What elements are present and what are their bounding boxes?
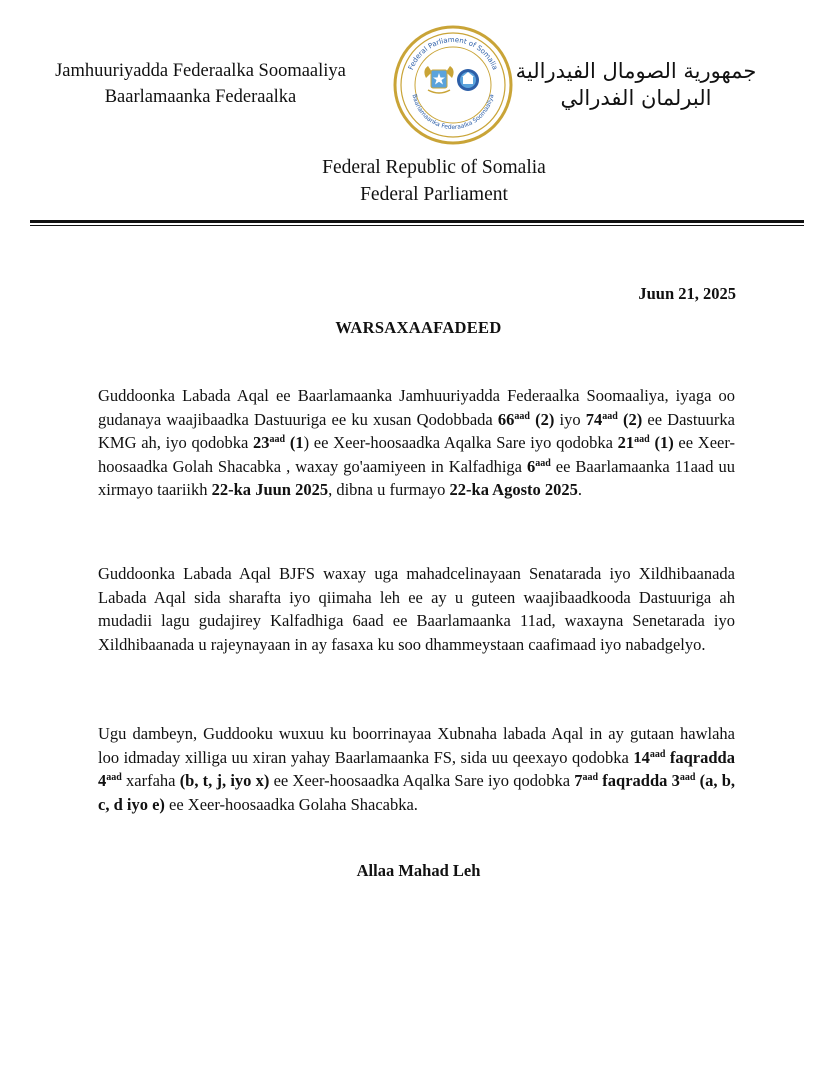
p1-bold: 74 bbox=[585, 409, 603, 429]
document-title: WARSAXAAFADEED bbox=[335, 318, 502, 337]
p3-bold: faqradda 3 bbox=[598, 771, 680, 791]
p3-bold: 14 bbox=[633, 747, 650, 767]
p1-superscript: aad bbox=[602, 410, 618, 422]
p1-bold: 23 bbox=[253, 433, 270, 453]
header-english-line2: Federal Parliament bbox=[360, 184, 508, 205]
p1-superscript: aad bbox=[269, 434, 286, 446]
p3-superscript: aad bbox=[649, 748, 666, 760]
header-arabic-line1: جمهورية الصومال الفيدرالية bbox=[515, 59, 757, 83]
p1-text: ee Dastuurka KMG ah, iyo qodobka bbox=[98, 409, 735, 453]
parliament-emblem-icon bbox=[457, 69, 479, 91]
p1-text: ee Xeer-hoosaadka Golah Shacabka , waxay go'aamiyeen in Kalfadhiga bbox=[98, 433, 736, 476]
seal-bottom-text: Baarlamaanka Federaalka Soomaaliya bbox=[410, 93, 496, 132]
header-arabic bbox=[506, 58, 766, 112]
header-divider-thick bbox=[30, 220, 804, 223]
p3-superscript: aad bbox=[106, 772, 122, 784]
p3-bold: (b, t, j, iyo x) bbox=[179, 771, 270, 791]
p1-bold: Juun 2025 bbox=[255, 480, 329, 500]
p1-text: Guddoonka Labada Aqal ee Baarlamaanka Jamhuuriyadda Federaalka Soomaaliya, iyaga oo gudanaya waajibaadka Dastuuriga ee ku xusan Qodobbada bbox=[98, 386, 735, 429]
p1-text: ) ee Xeer-hoosaadka Aqalka Sare iyo qodobka bbox=[303, 433, 618, 453]
seal-top-text: Federal Parliament of Somalia bbox=[406, 35, 500, 72]
p3-text: ee Xeer-hoosaadka Golaha Shacabka. bbox=[164, 794, 418, 814]
closing-line: Allaa Mahad Leh bbox=[356, 861, 481, 880]
paragraph-1 bbox=[98, 384, 735, 502]
p3-superscript: aad bbox=[679, 772, 696, 784]
p3-bold: 7 bbox=[574, 771, 583, 791]
p1-bold: (2) bbox=[617, 409, 643, 429]
paragraph-3 bbox=[98, 722, 735, 816]
seal-graphic bbox=[388, 20, 518, 150]
p1-bold: 21 bbox=[617, 433, 635, 453]
p1-text: , dibna u furmayo bbox=[328, 480, 450, 500]
header-english bbox=[0, 154, 834, 208]
header-arabic-line2: البرلمان الفدرالي bbox=[560, 86, 712, 110]
p3-bold: (a, b, c, d iyo e) bbox=[98, 771, 735, 814]
p1-text: . bbox=[577, 480, 582, 500]
p3-text: ee Xeer-hoosaadka Aqalka Sare iyo qodobka bbox=[269, 771, 575, 791]
p1-bold: (1) bbox=[649, 433, 674, 453]
parliament-seal-icon bbox=[388, 20, 518, 150]
p3-text: xarfaha bbox=[121, 771, 180, 791]
header-english-line1: Federal Republic of Somalia bbox=[322, 157, 546, 178]
p1-text: ee Baarlamaanka 11aad uu xirmayo taariikh bbox=[98, 456, 735, 500]
header-somali bbox=[28, 58, 373, 110]
p1-bold: 22-ka Agosto 2025 bbox=[449, 480, 578, 500]
p1-text: iyo bbox=[554, 409, 586, 429]
header-somali-line2: Baarlamaanka Federaalka bbox=[104, 87, 297, 107]
paragraph-2: Guddoonka Labada Aqal BJFS waxay uga mahadcelinayaan Senatarada iyo Xildhibaanada Labada Aqal sida sharafta iyo qiimaha leh ee ay u guteen waajibaadkooda Dastuuriga ah mudadii lagu gudajirey Kalfadhiga 6aad ee Baarlamaanka 11ad, waxayna Senetarada iyo Xildhibaanada u rajeynayaan in ay fasaxa ku soo dhammeystaan caafimaad iyo nabadgelyo. bbox=[98, 564, 735, 654]
p3-bold: faqradda 4 bbox=[98, 747, 735, 791]
header-somali-line1: Jamhuuriyadda Federaalka Soomaaliya bbox=[55, 61, 346, 81]
p1-bold: 6 bbox=[526, 456, 536, 476]
p1-superscript: aad bbox=[514, 410, 530, 422]
p1-superscript: aad bbox=[634, 434, 650, 446]
p1-bold: 22-ka bbox=[211, 480, 252, 500]
p3-superscript: aad bbox=[582, 772, 599, 784]
p1-superscript: aad bbox=[535, 457, 551, 469]
document-date: Juun 21, 2025 bbox=[638, 284, 736, 303]
p1-bold: (2) bbox=[529, 409, 555, 429]
p3-text: Ugu dambeyn, Guddooku wuxuu ku boorrinayaa Xubnaha labada Aqal in ay gutaan hawlaha loo idmaday xilliga uu xiran yahay Baarlamaanka FS, sida uu qeexayo qodobka bbox=[98, 724, 735, 767]
header-divider-thin bbox=[30, 225, 804, 226]
p1-bold: (1 bbox=[285, 433, 304, 453]
p1-bold: 66 bbox=[497, 409, 515, 429]
